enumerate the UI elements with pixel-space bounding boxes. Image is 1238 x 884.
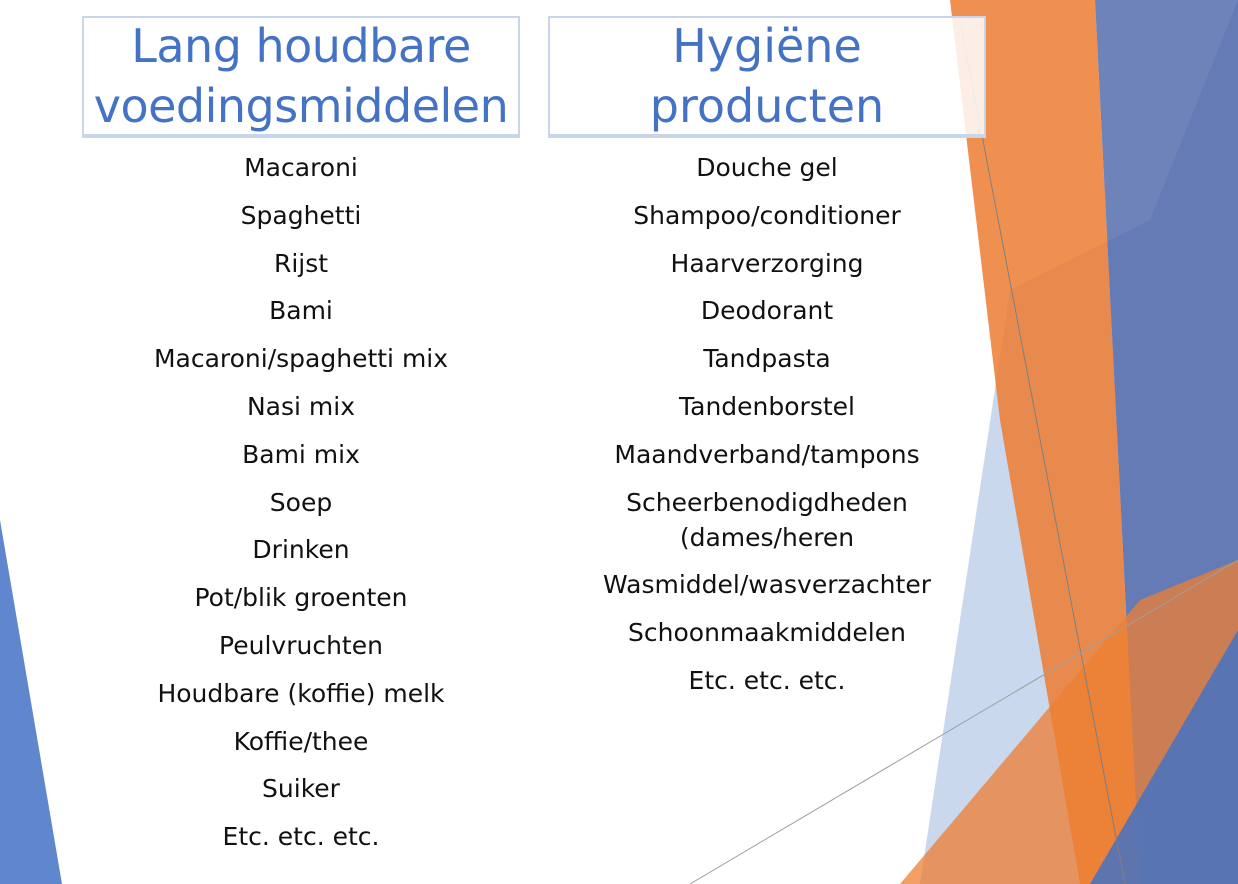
left-title-box <box>82 16 520 138</box>
list-item: Soep <box>269 487 333 517</box>
list-item: Schoonmaakmiddelen <box>628 618 906 648</box>
list-item: Peulvruchten <box>219 630 383 660</box>
right-column-title: Hygiëne producten <box>649 19 885 133</box>
list-item: Drinken <box>252 535 350 565</box>
list-item: Koffie/thee <box>233 726 369 756</box>
list-item: Bami <box>269 296 333 326</box>
list-item: Pot/blik groenten <box>194 583 408 613</box>
list-item: Maandverband/tampons <box>614 439 920 469</box>
list-item: Macaroni/spaghetti mix <box>153 344 449 374</box>
right-item-list <box>548 150 986 698</box>
list-item: Wasmiddel/wasverzachter <box>603 570 931 600</box>
left-blue-shape <box>0 520 62 884</box>
list-item: Etc. etc. etc. <box>222 822 380 852</box>
list-item: Houdbare (koffie) melk <box>157 678 445 708</box>
list-item: Shampoo/conditioner <box>633 200 901 230</box>
list-item: Haarverzorging <box>670 248 864 278</box>
list-item: Nasi mix <box>246 391 356 421</box>
list-item: Bami mix <box>242 439 360 469</box>
left-column-title: Lang houdbare voedingsmiddelen <box>93 19 509 133</box>
list-item: Suiker <box>262 774 340 804</box>
list-item: Scheerbenodigdheden (dames/heren <box>626 487 908 552</box>
left-item-list <box>82 150 520 854</box>
list-item: Deodorant <box>700 296 834 326</box>
right-title-box <box>548 16 986 138</box>
list-item: Tandpasta <box>703 344 831 374</box>
list-item: Rijst <box>273 248 329 278</box>
list-item: Tandenborstel <box>679 391 855 421</box>
list-item: Spaghetti <box>240 200 362 230</box>
list-item: Macaroni <box>244 153 358 182</box>
list-item: Etc. etc. etc. <box>688 665 846 695</box>
left-column <box>82 16 520 867</box>
right-column <box>548 16 986 711</box>
list-item: Douche gel <box>696 153 838 182</box>
